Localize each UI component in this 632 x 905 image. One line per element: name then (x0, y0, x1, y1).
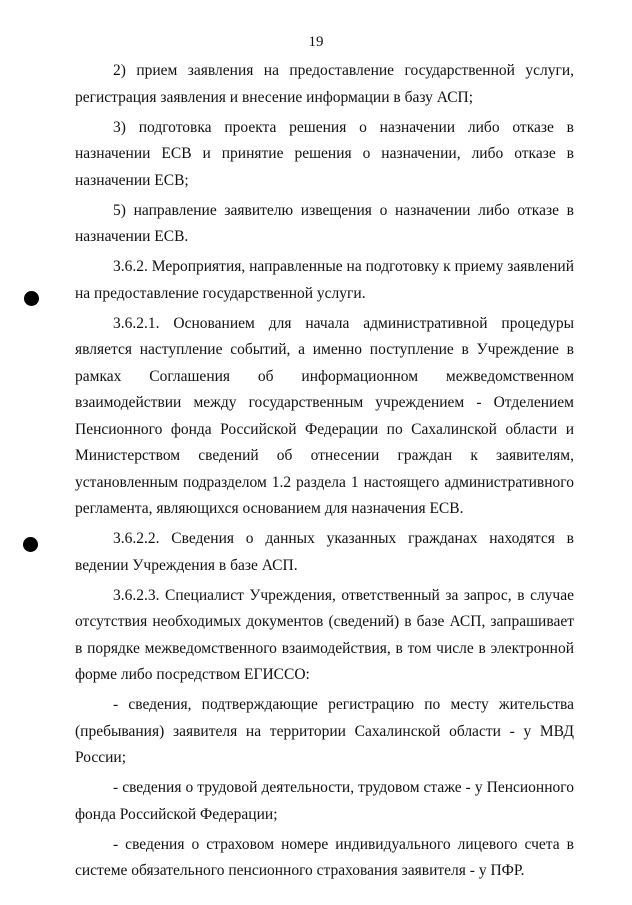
paragraph: - сведения о страховом номере индивидуального лицевого счета в системе обязательного пенсионного страхования заявителя - у ПФР. (75, 835, 574, 879)
paragraph: 2) прием заявления на предоставление государственной услуги, регистрация заявления и внесение информации в базу АСП; (75, 62, 574, 106)
punch-hole (24, 291, 39, 306)
paragraph: - сведения, подтверждающие регистрацию по месту жительства (пребывания) заявителя на территории Сахалинской области - у МВД России; (75, 696, 574, 766)
page-number: 19 (308, 34, 324, 50)
paragraph: 3.6.2.1. Основанием для начала административной процедуры является наступление событий, а именно поступление в Учреждение в рамках Соглашения об информационном межведомственном взаимодействии между государственным учреждением - Отделением Пенсионного фонда Российской Федерации по Сахалинской области и Министерством сведений об отнесении граждан к заявителям, установленным подразделом 1.2 раздела 1 настоящего административного регламента, являющихся основанием для назначения ЕСВ. (75, 314, 574, 517)
document-body (75, 58, 574, 888)
paragraph: 3) подготовка проекта решения о назначении либо отказе в назначении ЕСВ и принятие решения о назначении, либо отказе в назначении ЕСВ; (75, 118, 574, 189)
paragraph: - сведения о трудовой деятельности, трудовом стаже - у Пенсионного фонда Российской Федерации; (75, 779, 574, 823)
paragraph: 3.6.2.2. Сведения о данных указанных гражданах находятся в ведении Учреждения в базе АСП. (75, 530, 574, 574)
punch-hole (23, 537, 38, 552)
paragraph: 3.6.2. Мероприятия, направленные на подготовку к приему заявлений на предоставление государственной услуги. (75, 258, 574, 302)
paragraph: 5) направление заявителю извещения о назначении либо отказе в назначении ЕСВ. (75, 201, 574, 245)
paragraph: 3.6.2.3. Специалист Учреждения, ответственный за запрос, в случае отсутствия необходимых документов (сведений) в базе АСП, запрашивает в порядке межведомственного взаимодействия, в том числе в электронной форме либо посредством ЕГИССО: (75, 586, 574, 683)
